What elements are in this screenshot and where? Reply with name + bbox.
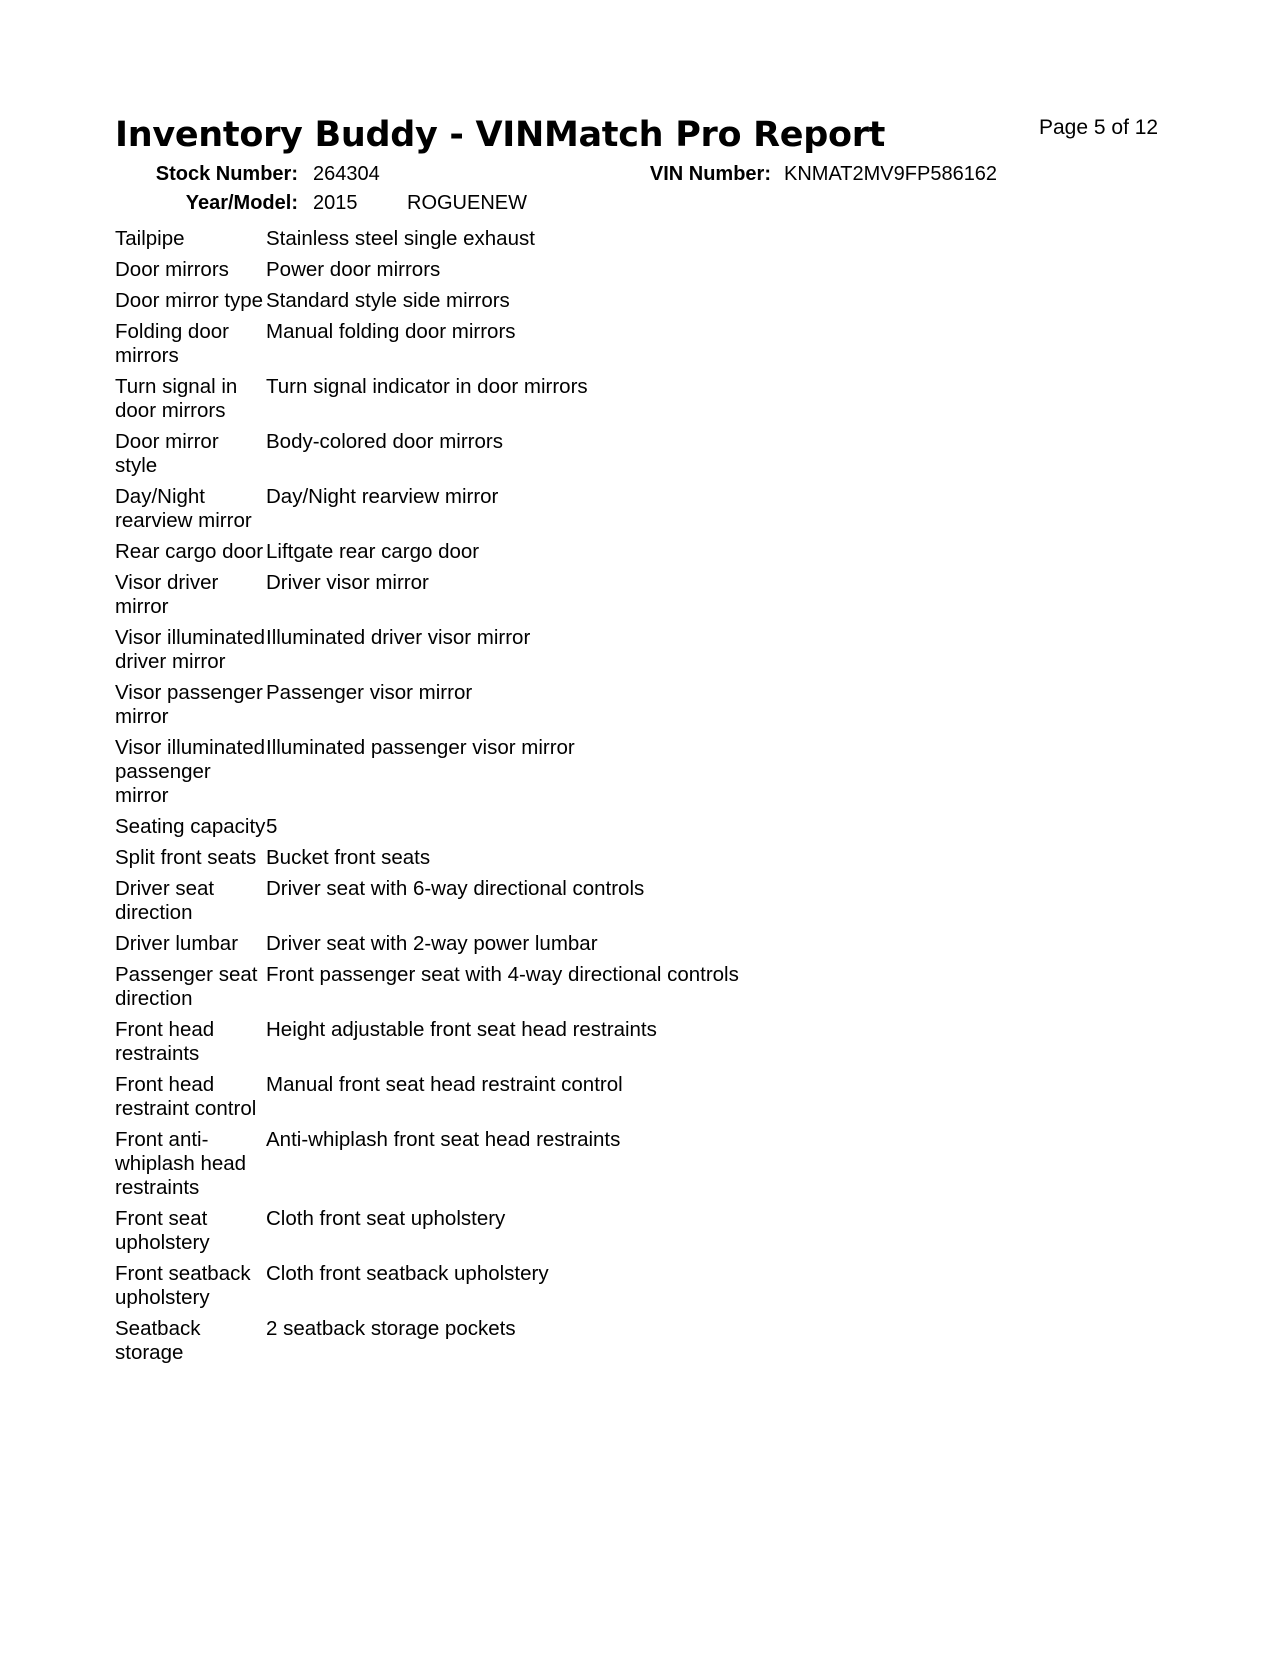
spec-label: Visor driver mirror (115, 571, 219, 618)
spec-value: Day/Night rearview mirror (266, 485, 499, 508)
spec-label: Passenger seat direction (115, 963, 258, 1010)
spec-value: Turn signal indicator in door mirrors (266, 375, 588, 398)
vin-number-value: KNMAT2MV9FP586162 (784, 163, 998, 185)
spec-label: Split front seats (115, 846, 257, 869)
spec-label: Visor passenger mirror (115, 681, 263, 728)
spec-value: Front passenger seat with 4-way directional controls (266, 963, 739, 986)
spec-row (115, 1128, 1115, 1200)
spec-label: Front head restraint control (115, 1073, 257, 1120)
spec-value: Liftgate rear cargo door (266, 540, 480, 563)
model-value: ROGUENEW (407, 192, 527, 214)
spec-list (115, 227, 1115, 1372)
spec-row (115, 681, 1115, 729)
spec-value: Power door mirrors (266, 258, 441, 281)
spec-value: Manual front seat head restraint control (266, 1073, 623, 1096)
spec-label: Front anti-whiplash head restraints (115, 1128, 247, 1199)
spec-row (115, 877, 1115, 925)
spec-label: Tailpipe (115, 227, 185, 250)
spec-row (115, 1207, 1115, 1255)
spec-label: Seating capacity (115, 815, 266, 838)
stock-number-label: Stock Number: (155, 163, 298, 185)
spec-value: Cloth front seatback upholstery (266, 1262, 549, 1285)
spec-value: Standard style side mirrors (266, 289, 510, 312)
year-model-label: Year/Model: (185, 192, 298, 214)
spec-row (115, 289, 1115, 313)
spec-row (115, 227, 1115, 251)
spec-value: Manual folding door mirrors (266, 320, 516, 343)
spec-row (115, 736, 1115, 808)
spec-row (115, 1018, 1115, 1066)
spec-row (115, 626, 1115, 674)
spec-label: Driver seat direction (115, 877, 215, 924)
spec-value: Body-colored door mirrors (266, 430, 503, 453)
spec-row (115, 430, 1115, 478)
spec-row (115, 571, 1115, 619)
spec-row (115, 815, 1115, 839)
stock-number-value: 264304 (313, 163, 380, 185)
spec-row (115, 963, 1115, 1011)
spec-label: Turn signal in door mirrors (115, 375, 238, 422)
spec-label: Visor illuminated driver mirror (115, 626, 266, 673)
spec-row (115, 485, 1115, 533)
spec-value: 5 (266, 815, 278, 838)
spec-label: Driver lumbar (115, 932, 239, 955)
spec-row (115, 1317, 1115, 1365)
spec-value: Illuminated driver visor mirror (266, 626, 531, 649)
spec-row (115, 375, 1115, 423)
spec-label: Front seatback upholstery (115, 1262, 251, 1309)
spec-row (115, 320, 1115, 368)
spec-row (115, 540, 1115, 564)
spec-value: Driver seat with 6-way directional controls (266, 877, 645, 900)
spec-label: Seatback storage (115, 1317, 201, 1364)
spec-row (115, 846, 1115, 870)
page-number: Page 5 of 12 (1039, 116, 1159, 139)
spec-row (115, 932, 1115, 956)
spec-label: Door mirror type (115, 289, 264, 312)
spec-value: Cloth front seat upholstery (266, 1207, 506, 1230)
spec-value: Passenger visor mirror (266, 681, 473, 704)
spec-row (115, 1262, 1115, 1310)
spec-label: Front head restraints (115, 1018, 215, 1065)
spec-row (115, 258, 1115, 282)
spec-value: 2 seatback storage pockets (266, 1317, 516, 1340)
spec-value: Stainless steel single exhaust (266, 227, 535, 250)
spec-row (115, 1073, 1115, 1121)
vin-number-label: VIN Number: (649, 163, 771, 185)
spec-value: Height adjustable front seat head restraints (266, 1018, 657, 1041)
report-title: Inventory Buddy - VINMatch Pro Report (115, 115, 886, 155)
spec-label: Door mirrors (115, 258, 229, 281)
spec-label: Door mirror style (115, 430, 219, 477)
year-value: 2015 (313, 192, 358, 214)
spec-label: Front seat upholstery (115, 1207, 210, 1254)
spec-value: Anti-whiplash front seat head restraints (266, 1128, 621, 1151)
spec-value: Illuminated passenger visor mirror (266, 736, 575, 759)
spec-label: Day/Night rearview mirror (115, 485, 252, 532)
spec-value: Driver seat with 2-way power lumbar (266, 932, 598, 955)
spec-value: Driver visor mirror (266, 571, 429, 594)
spec-label: Folding door mirrors (115, 320, 229, 367)
spec-label: Rear cargo door (115, 540, 264, 563)
spec-label: Visor illuminated passenger mirror (115, 736, 266, 807)
spec-value: Bucket front seats (266, 846, 431, 869)
